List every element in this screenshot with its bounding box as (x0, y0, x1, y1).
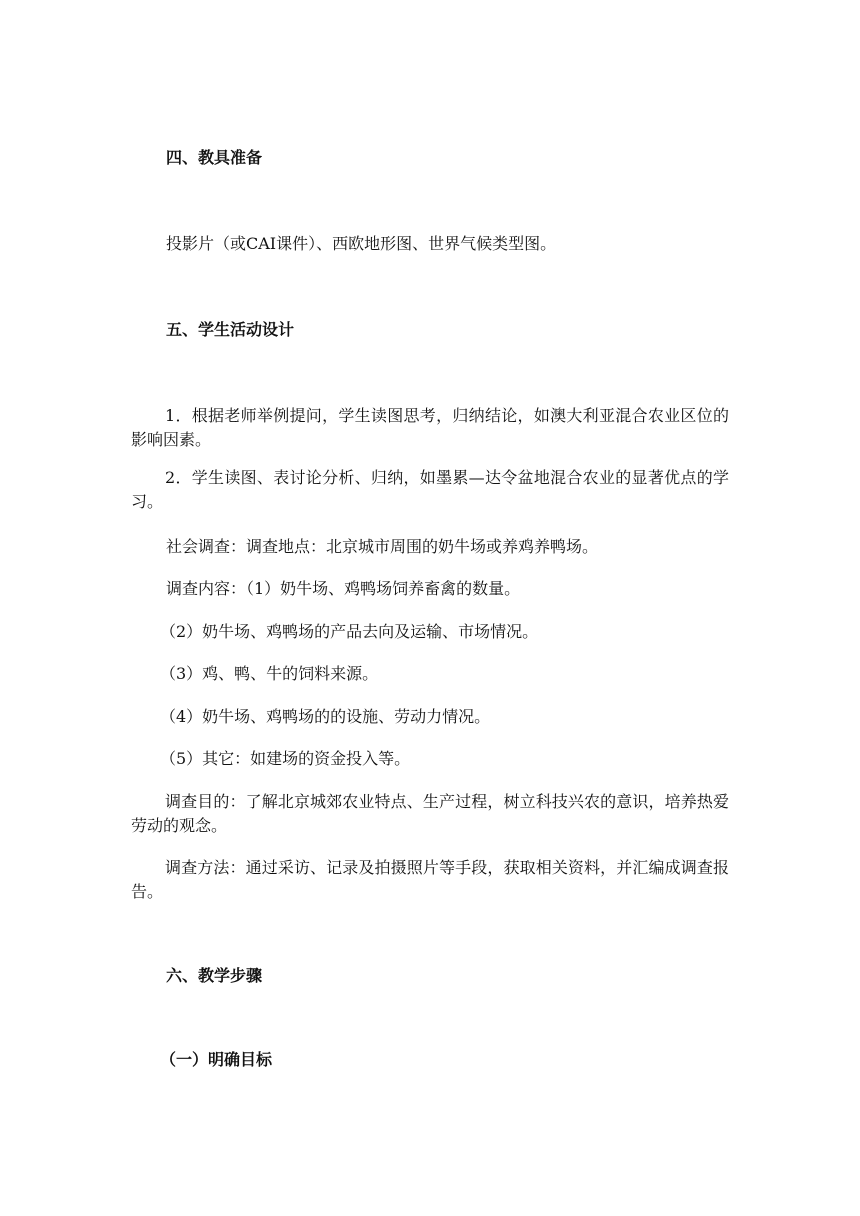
survey-content-1: 调查内容：（1）奶牛场、鸡鸭场饲养畜禽的数量。 (166, 579, 521, 598)
section-heading-student-activities: 五、学生活动设计 (166, 320, 295, 339)
activity-item-1: 1．根据老师举例提问，学生读图思考，归纳结论，如澳大利亚混合农业区位的影响因素。 (131, 406, 729, 449)
teaching-aids-text: 投影片（或CAI课件）、西欧地形图、世界气候类型图。 (166, 234, 557, 253)
survey-content-2: （2）奶牛场、鸡鸭场的产品去向及运输、市场情况。 (160, 622, 539, 641)
subsection-heading-clarify-goals: （一）明确目标 (160, 1050, 273, 1069)
survey-purpose: 调查目的：了解北京城郊农业特点、生产过程，树立科技兴农的意识，培养热爱劳动的观念。 (131, 792, 729, 835)
section-heading-teaching-aids: 四、教具准备 (166, 148, 263, 167)
survey-content-3: （3）鸡、鸭、牛的饲料来源。 (160, 664, 379, 683)
survey-place: 社会调查：调查地点：北京城市周围的奶牛场或养鸡养鸭场。 (166, 537, 599, 556)
section-heading-teaching-steps: 六、教学步骤 (166, 966, 263, 985)
activity-item-2: 2．学生读图、表讨论分析、归纳，如墨累—达令盆地混合农业的显著优点的学习。 (131, 468, 729, 511)
survey-content-5: （5）其它：如建场的资金投入等。 (160, 749, 411, 768)
survey-method: 调查方法：通过采访、记录及拍摄照片等手段，获取相关资料，并汇编成调查报告。 (131, 858, 729, 901)
survey-content-4: （4）奶牛场、鸡鸭场的的设施、劳动力情况。 (160, 707, 491, 726)
